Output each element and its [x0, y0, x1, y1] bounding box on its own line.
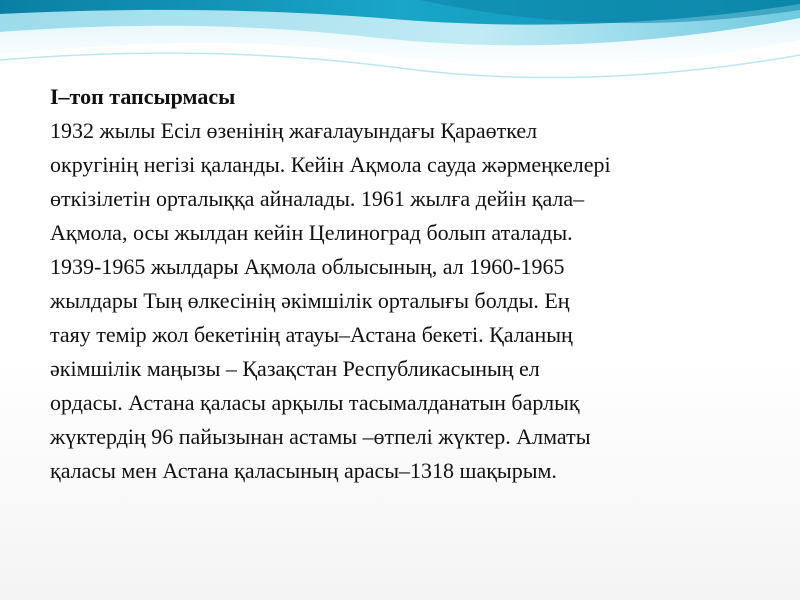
text-block — [50, 80, 770, 488]
text-line: Ақмола, осы жылдан кейін Целиноград болып аталады. — [50, 220, 573, 245]
text-line: округінің негізі қаланды. Кейін Ақмола сауда жәрмеңкелері — [50, 152, 611, 177]
text-line: таяу темір жол бекетінің атауы–Астана бекеті. Қаланың — [50, 322, 573, 347]
text-line: әкімшілік маңызы – Қазақстан Республикасының ел — [50, 356, 540, 381]
text-line: 1932 жылы Есіл өзенінің жағалауындағы Қараөткел — [50, 118, 538, 143]
text-line: жүктердің 96 пайызынан астамы –өтпелі жүктер. Алматы — [50, 424, 591, 449]
slide-title: І–топ тапсырмасы — [50, 84, 236, 109]
text-line: ордасы. Астана қаласы арқылы тасымалданатын барлық — [50, 390, 580, 415]
text-line: қаласы мен Астана қаласының арасы–1318 шақырым. — [50, 458, 557, 483]
text-line: 1939-1965 жылдары Ақмола облысының, ал 1960-1965 — [50, 254, 565, 279]
text-line: жылдары Тың өлкесінің әкімшілік орталығы болды. Ең — [50, 288, 570, 313]
text-line: өткізілетін орталыққа айналады. 1961 жылға дейін қала– — [50, 186, 585, 211]
